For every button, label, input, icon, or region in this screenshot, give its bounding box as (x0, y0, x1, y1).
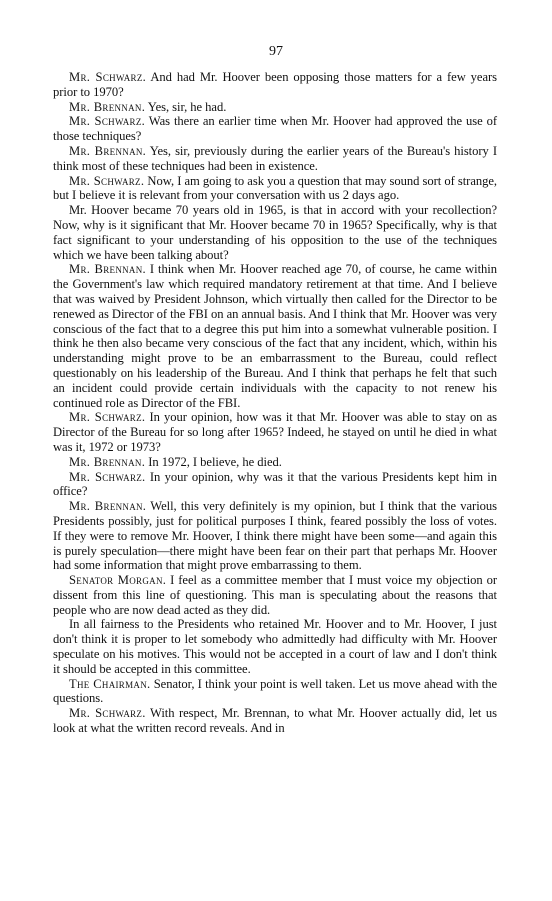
paragraph (53, 706, 497, 736)
speaker-label: Mr. Schwarz. (69, 706, 146, 721)
paragraph-text: Well, this very definitely is my opinion, but I think that the various Presidents possibly, just for political purposes I think, feared possibly the loss of votes. If they were to remove Mr. Hoover, I think there might have been some—and again this is purely speculation—there might have been fear on their part that perhaps Mr. Hoover had some information that might prove embarrassing to them. (53, 499, 497, 573)
paragraph-text: With respect, Mr. Brennan, to what Mr. Hoover actually did, let us look at what the written record reveals. And in (53, 706, 498, 736)
paragraph-text: And had Mr. Hoover been opposing those matters for a few years prior to 1970? (53, 70, 498, 99)
paragraph (53, 144, 497, 174)
paragraph (53, 174, 497, 204)
paragraph-text: Mr. Hoover became 70 years old in 1965, is that in accord with your recollection? Now, why is it significant that Mr. Hoover became 70 in 1965? Specifically, why is that fact significant to your understanding of his opposition to the use of the techniques which we have been talking about? (53, 203, 497, 262)
paragraph-text: Senator, I think your point is well taken. Let us move ahead with the questions. (53, 676, 497, 706)
paragraph-text: In all fairness to the Presidents who retained Mr. Hoover and to Mr. Hoover, I just don't think it is proper to let somebody who admittedly had difficulty with Mr. Hoover speculate on his motives. This would not be accepted in a court of law and I don't think it should be accepted in this committee. (53, 617, 497, 676)
speaker-label: Mr. Brennan. (69, 454, 146, 469)
paragraph (53, 70, 497, 100)
paragraph (53, 499, 497, 573)
speaker-label: Senator Morgan. (69, 573, 167, 588)
speaker-label: Mr. Schwarz. (69, 114, 146, 129)
paragraph (53, 100, 497, 115)
paragraph (53, 203, 497, 262)
speaker-label: Mr. Schwarz. (69, 70, 147, 84)
speaker-label: Mr. Brennan. (69, 262, 146, 277)
speaker-label: The Chairman. (69, 676, 151, 691)
paragraph-text: In your opinion, how was it that Mr. Hoover was able to stay on as Director of the Bureau for so long after 1965? Indeed, he stayed on until he died in what was it, 1972 or 1973? (53, 410, 497, 454)
paragraph (53, 262, 497, 410)
paragraph-text: Yes, sir, previously during the earlier years of the Bureau's history I think most of these techniques had been in existence. (53, 143, 497, 173)
transcript-body (53, 70, 497, 736)
paragraph (53, 677, 497, 707)
paragraph-text: I feel as a committee member that I must voice my objection or dissent from this line of questioning. This man is speculating about the reasons that people who are now dead acted as they did. (53, 573, 497, 617)
paragraph-text: I think when Mr. Hoover reached age 70, of course, he came within the Government's law which required mandatory retirement at that time. And I believe that was waived by President Johnson, which virtually then called for the Director to be renewed as Director of the FBI on an annual basis. And I think that Mr. Hoover was very conscious of the fact that to a degree this put him into a somewhat vulnerable position. I think he then also became very conscious of the fact that any incident, which, within his understanding might prove to be an embarrassment to the Bureau, could reflect questionably on his leadership of the Bureau. And I think that perhaps he felt that such an incident could provide certain individuals with the capacity to not renew his continued role as Director of the FBI. (53, 262, 497, 410)
speaker-label: Mr. Schwarz. (69, 469, 146, 484)
paragraph (53, 617, 497, 676)
speaker-label: Mr. Brennan. (69, 499, 147, 514)
paragraph-text: Now, I am going to ask you a question that may sound sort of strange, but I believe it is relevant from your conversation with us 2 days ago. (53, 173, 497, 203)
speaker-label: Mr. Brennan. (69, 99, 146, 114)
paragraph (53, 114, 497, 144)
paragraph-text: Yes, sir, he had. (145, 99, 227, 114)
paragraph (53, 455, 497, 470)
paragraph-text: In 1972, I believe, he died. (145, 454, 282, 469)
paragraph-text: Was there an earlier time when Mr. Hoover had approved the use of those techniques? (53, 114, 497, 144)
paragraph (53, 410, 497, 454)
speaker-label: Mr. Schwarz. (69, 173, 145, 188)
speaker-label: Mr. Brennan. (69, 143, 147, 158)
paragraph-text: In your opinion, why was it that the various Presidents kept him in office? (53, 469, 498, 499)
page-number: 97 (269, 44, 283, 59)
speaker-label: Mr. Schwarz. (69, 410, 146, 425)
paragraph (53, 470, 497, 500)
paragraph (53, 573, 497, 617)
